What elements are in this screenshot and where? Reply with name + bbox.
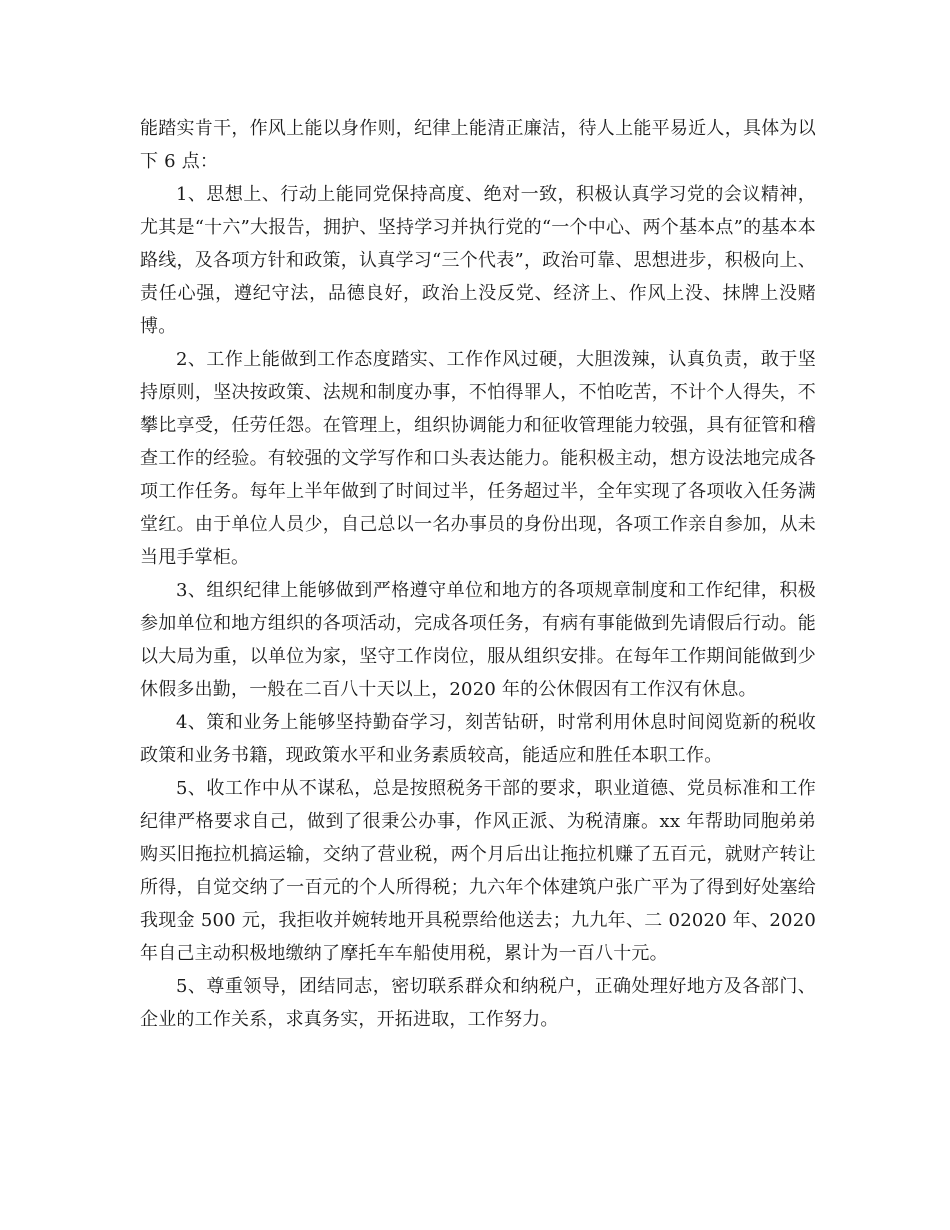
paragraph-intro: 能踏实肯干，作风上能以身作则，纪律上能清正廉洁，待人上能平易近人，具体为以下 6 点：: [140, 118, 816, 172]
paragraph-point-4: 4、策和业务上能够坚持勤奋学习，刻苦钻研，时常利用休息时间阅览新的税收政策和业务书籍，现政策水平和业务素质较高，能适应和胜任本职工作。: [140, 712, 816, 766]
document-body: [140, 112, 816, 1036]
paragraph-point-3: 3、组织纪律上能够做到严格遵守单位和地方的各项规章制度和工作纪律，积极参加单位和地方组织的各项活动，完成各项任务，有病有事能做到先请假后行动。能以大局为重，以单位为家，坚守工作岗位，服从组织安排。在每年工作期间能做到少休假多出勤，一般在二百八十天以上，2020 年的公休假因有工作汉有休息。: [140, 580, 816, 700]
paragraph-point-1: 1、思想上、行动上能同党保持高度、绝对一致，积极认真学习党的会议精神，尤其是“十六”大报告，拥护、坚持学习并执行党的“一个中心、两个基本点”的基本本路线，及各项方针和政策，认真学习“三个代表”，政治可靠、思想进步，积极向上、责任心强，遵纪守法，品德良好，政治上没反党、经济上、作风上没、抹牌上没赌博。: [140, 184, 816, 337]
paragraph-point-6: 5、尊重领导，团结同志，密切联系群众和纳税户，正确处理好地方及各部门、企业的工作关系，求真务实，开拓进取，工作努力。: [140, 976, 816, 1030]
paragraph-point-5: 5、收工作中从不谋私，总是按照税务干部的要求，职业道德、党员标准和工作纪律严格要求自己，做到了很秉公办事，作风正派、为税清廉。xx 年帮助同胞弟弟购买旧拖拉机搞运输，交纳了营业税，两个月后出让拖拉机赚了五百元，就财产转让所得，自觉交纳了一百元的个人所得税；九六年个体建筑户张广平为了得到好处塞给我现金 500 元，我拒收并婉转地开具税票给他送去；九九年、二 02020 年、2020 年自己主动积极地缴纳了摩托车车船使用税，累计为一百八十元。: [140, 778, 816, 964]
paragraph-point-2: 2、工作上能做到工作态度踏实、工作作风过硬，大胆泼辣，认真负责，敢于坚持原则，坚决按政策、法规和制度办事，不怕得罪人，不怕吃苦，不计个人得失，不攀比享受，任劳任怨。在管理上，组织协调能力和征收管理能力较强，具有征管和稽查工作的经验。有较强的文学写作和口头表达能力。能积极主动，想方设法地完成各项工作任务。每年上半年做到了时间过半，任务超过半，全年实现了各项收入任务满堂红。由于单位人员少，自己总以一名办事员的身份出现，各项工作亲自参加，从未当甩手掌柜。: [140, 349, 816, 568]
